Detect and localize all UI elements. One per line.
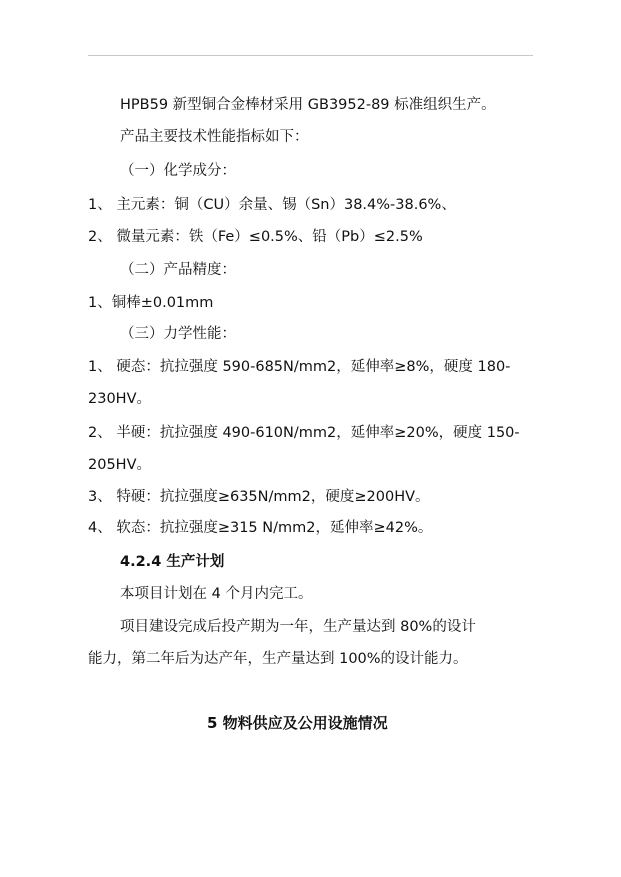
mechanical-item-4: 4、 软态：抗拉强度≥315 N/mm2，延伸率≥42%。 xyxy=(88,520,433,536)
section-chemical-heading: （一）化学成分： xyxy=(120,163,236,179)
mechanical-item-3: 3、 特硬：抗拉强度≥635N/mm2，硬度≥200HV。 xyxy=(88,489,430,505)
mechanical-item-2: 2、 半硬：抗拉强度 490-610N/mm2，延伸率≥20%，硬度 150- xyxy=(88,425,520,441)
paragraph-production: 项目建设完成后投产期为一年，生产量达到 80%的设计 xyxy=(120,619,476,635)
precision-item-1: 1、铜棒±0.01mm xyxy=(88,295,214,311)
paragraph-schedule: 本项目计划在 4 个月内完工。 xyxy=(120,586,313,602)
paragraph-standard: HPB59 新型铜合金棒材采用 GB3952-89 标准组织生产。 xyxy=(120,97,496,113)
paragraph-production-cont: 能力，第二年后为达产年，生产量达到 100%的设计能力。 xyxy=(88,651,468,667)
section-heading-4-2-4: 4.2.4 生产计划 xyxy=(120,554,225,570)
mechanical-item-2-cont: 205HV。 xyxy=(88,457,151,473)
section-precision-heading: （二）产品精度： xyxy=(120,262,236,278)
chemical-item-1: 1、 主元素：铜（CU）余量、锡（Sn）38.4%-38.6%、 xyxy=(88,197,456,213)
mechanical-item-1: 1、 硬态：抗拉强度 590-685N/mm2，延伸率≥8%，硬度 180- xyxy=(88,359,511,375)
section-mechanical-heading: （三）力学性能： xyxy=(120,326,236,342)
paragraph-intro: 产品主要技术性能指标如下： xyxy=(120,129,309,145)
chemical-item-2: 2、 微量元素：铁（Fe）≤0.5%、铅（Pb）≤2.5% xyxy=(88,229,423,245)
chapter-heading-5: 5 物料供应及公用设施情况 xyxy=(207,714,388,732)
header-rule xyxy=(88,55,533,56)
mechanical-item-1-cont: 230HV。 xyxy=(88,391,151,407)
